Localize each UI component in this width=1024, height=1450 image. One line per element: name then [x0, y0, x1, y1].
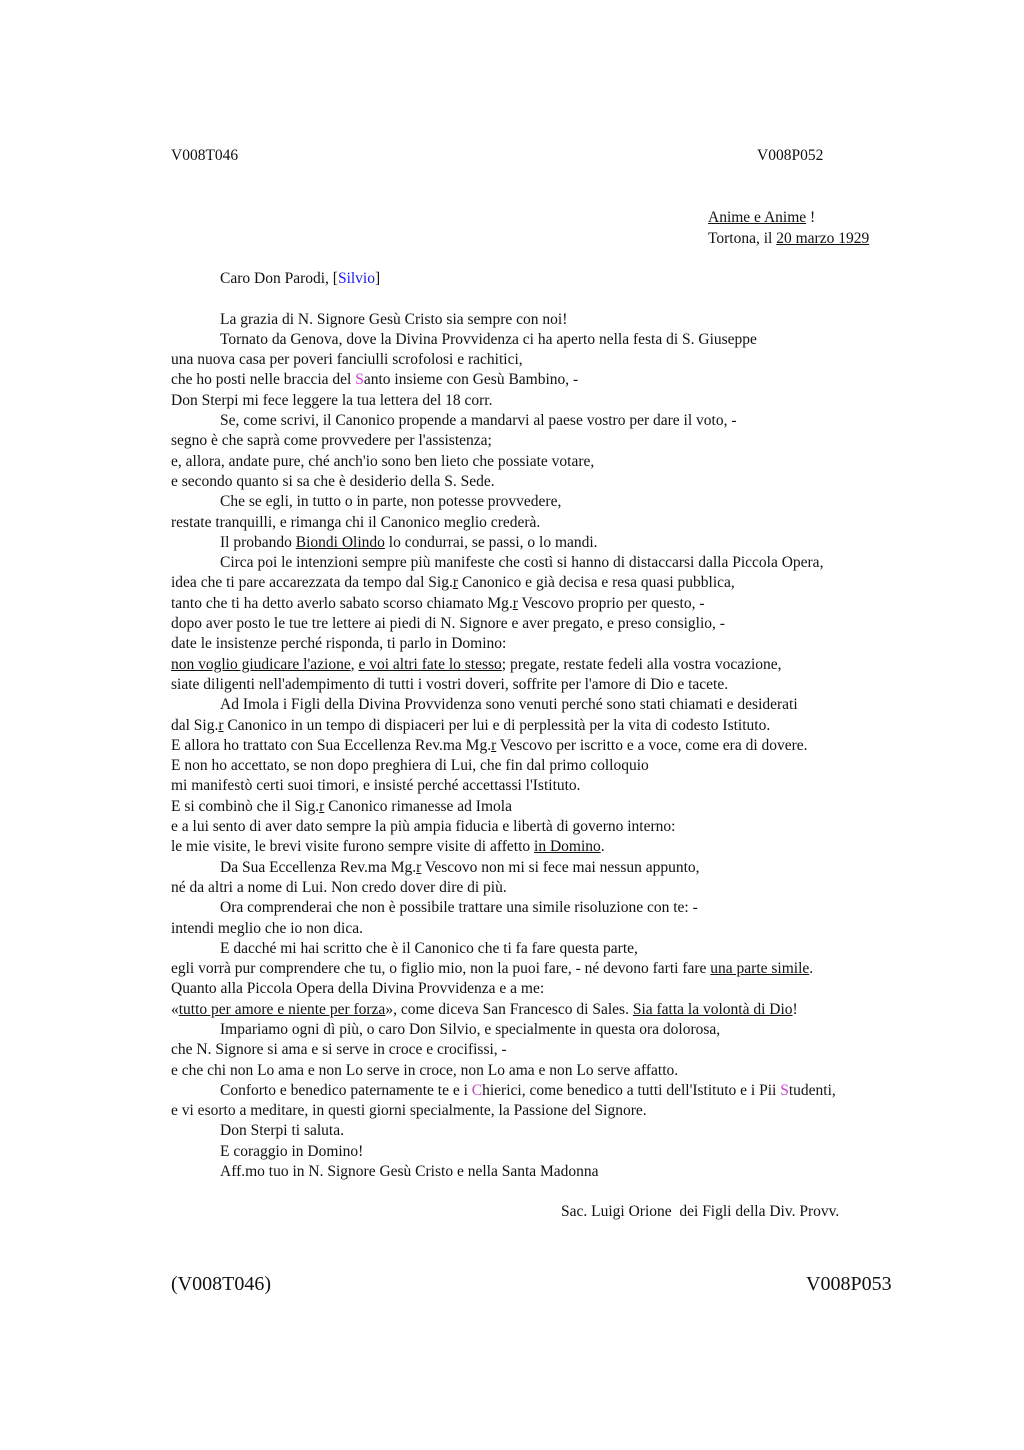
text-run: hierici, come benedico a tutti dell'Istituto e i Pii	[482, 1081, 781, 1099]
header-right-code: V008P052	[757, 147, 824, 164]
abbrev-mark: r	[452, 574, 459, 592]
text-run: dal Sig.	[171, 716, 219, 734]
body-line: Tornato da Genova, dove la Divina Provvidenza ci ha aperto nella festa di S. Giuseppe	[220, 330, 757, 348]
signature: Sac. Luigi Orione dei Figli della Div. Provv.	[561, 1203, 840, 1220]
text-run: Canonico e già decisa e resa quasi pubblica,	[458, 574, 735, 592]
motto-line	[708, 208, 869, 229]
body-line	[171, 573, 931, 593]
text-run: tanto che ti ha detto averlo sabato scorso chiamato Mg.	[171, 594, 513, 612]
body-line: Impariamo ogni dì più, o caro Don Silvio, e specialmente in questa ora dolorosa,	[220, 1020, 721, 1038]
body-line	[171, 716, 931, 736]
text-run: », come diceva San Francesco di Sales.	[385, 1000, 633, 1018]
motto-text: Anime e Anime	[708, 209, 807, 226]
text-run: lo condurrai, se passi, o lo mandi.	[384, 533, 598, 551]
colored-capital: S	[780, 1081, 789, 1099]
closing-line: Aff.mo tuo in N. Signore Gesù Cristo e nella Santa Madonna	[220, 1163, 599, 1181]
body-line: siate diligenti nell'adempimento di tutti i vostri doveri, soffrite per l'amore di Dio e tacete.	[171, 675, 729, 693]
body-line: e secondo quanto si sa che è desiderio della S. Sede.	[171, 472, 495, 490]
text-run: .	[600, 838, 605, 856]
underlined-phrase: una parte simile	[710, 960, 810, 978]
body-line: e vi esorto a meditare, in questi giorni specialmente, la Passione del Signore.	[171, 1102, 647, 1120]
footer-right-code: V008P053	[806, 1273, 892, 1295]
abbrev-mark: r	[218, 716, 224, 734]
body-line	[171, 1081, 931, 1101]
body-line	[171, 837, 931, 857]
dateline-block	[708, 208, 869, 249]
underlined-name: Biondi Olindo	[295, 533, 385, 551]
text-run: le mie visite, le brevi visite furono sempre visite di affetto	[171, 838, 535, 856]
body-line: segno è che saprà come provvedere per l'assistenza;	[171, 432, 492, 450]
body-line: E non ho accettato, se non dopo preghiera di Lui, che fin dal primo colloquio	[171, 757, 649, 775]
colored-capital: S	[355, 371, 364, 389]
salutation	[171, 269, 931, 289]
body-line: Don Sterpi ti saluta.	[220, 1122, 344, 1140]
text-run: Da Sua Eccellenza Rev.ma Mg.	[220, 858, 417, 876]
recipient-name: Silvio	[337, 270, 375, 287]
body-line: Se, come scrivi, il Canonico propende a mandarvi al paese vostro per dare il voto, -	[220, 412, 737, 430]
body-line: E dacché mi hai scritto che è il Canonico che ti fa fare questa parte,	[220, 939, 638, 957]
date-text: 20 marzo 1929	[776, 229, 870, 247]
body-line: Don Sterpi mi fece leggere la tua lettera del 18 corr.	[171, 391, 493, 409]
text-run: egli vorrà pur comprendere che tu, o figlio mio, non la puoi fare, - né devono farti fare	[171, 960, 711, 978]
underlined-phrase: e voi altri fate lo stesso	[358, 655, 502, 673]
body-line: La grazia di N. Signore Gesù Cristo sia sempre con noi!	[220, 310, 568, 328]
text-run: anto insieme con Gesù Bambino, -	[363, 371, 579, 389]
header-left-code: V008T046	[171, 147, 239, 164]
body-line	[171, 533, 931, 553]
body-line: che N. Signore si ama e si serve in croce e crocifissi, -	[171, 1041, 507, 1059]
body-line: dopo aver posto le tue tre lettere ai piedi di N. Signore e aver pregato, e preso consiglio, -	[171, 615, 725, 633]
body-line: e che chi non Lo ama e non Lo serve in croce, non Lo ama e non Lo serve affatto.	[171, 1061, 679, 1079]
body-line	[171, 858, 931, 878]
text-run: Canonico in un tempo di dispiaceri per lui e di perplessità per la vita di codesto Istituto.	[223, 716, 771, 734]
body-line: Ad Imola i Figli della Divina Provvidenza sono venuti perché sono stati chiamati e desiderati	[220, 696, 798, 714]
underlined-phrase: tutto per amore e niente per forza	[178, 1000, 386, 1018]
text-run: ; pregate, restate fedeli alla vostra vocazione,	[501, 655, 782, 673]
body-line	[171, 655, 931, 675]
text-run: E allora ho trattato con Sua Eccellenza Rev.ma Mg.	[171, 736, 492, 754]
salutation-suffix: ]	[375, 270, 381, 287]
body-line	[171, 1000, 931, 1020]
text-run: che ho posti nelle braccia del	[171, 371, 356, 389]
text-run: ,	[350, 655, 359, 673]
body-line: E coraggio in Domino!	[220, 1142, 364, 1160]
abbrev-mark: r	[491, 736, 497, 754]
body-line: Circa poi le intenzioni sempre più manifeste che costì si hanno di distaccarsi dalla Piccola Opera,	[220, 554, 824, 572]
underlined-phrase: in Domino	[534, 838, 601, 856]
body-line: mi manifestò certi suoi timori, e insisté perché accettassi l'Istituto.	[171, 777, 581, 795]
text-run: «	[171, 1000, 179, 1018]
text-run: idea che ti pare accarezzata da tempo dal Sig.	[171, 574, 453, 592]
body-line	[171, 594, 931, 614]
date-line	[708, 229, 869, 250]
body-line: intendi meglio che io non dica.	[171, 919, 363, 937]
spacer	[171, 289, 931, 309]
text-run: E si combinò che il Sig.	[171, 797, 320, 815]
body-line: Ora comprenderai che non è possibile trattare una simile risoluzione con te: -	[220, 899, 698, 917]
body-line	[171, 736, 931, 756]
body-line: Quanto alla Piccola Opera della Divina Provvidenza e a me:	[171, 980, 545, 998]
underlined-phrase: non voglio giudicare l'azione	[171, 655, 351, 673]
text-run: Conforto e benedico paternamente te e i	[220, 1081, 472, 1099]
body-line: e a lui sento di aver dato sempre la più ampia fiducia e libertà di governo interno:	[171, 818, 676, 836]
text-run: Vescovo non mi si fece mai nessun appunto,	[421, 858, 700, 876]
body-line	[171, 370, 931, 390]
body-line: una nuova casa per poveri fanciulli scrofolosi e rachitici,	[171, 351, 523, 369]
colored-capital: C	[471, 1081, 483, 1099]
body-line: date le insistenze perché risponda, ti parlo in Domino:	[171, 635, 507, 653]
text-run: Vescovo proprio per questo, -	[517, 594, 705, 612]
abbrev-mark: r	[512, 594, 518, 612]
body-line	[171, 959, 931, 979]
text-run: Il probando	[220, 533, 296, 551]
salutation-prefix: Caro Don Parodi, [	[220, 270, 338, 287]
body-line: né da altri a nome di Lui. Non credo dover dire di più.	[171, 878, 507, 896]
abbrev-mark: r	[319, 797, 325, 815]
text-run: Vescovo per iscritto e a voce, come era di dovere.	[496, 736, 808, 754]
text-run: .	[809, 960, 814, 978]
motto-mark: !	[806, 209, 816, 226]
body-line: e, allora, andate pure, ché anch'io sono ben lieto che possiate votare,	[171, 452, 595, 470]
body-line	[171, 797, 931, 817]
text-run: tudenti,	[788, 1081, 836, 1099]
letter-body	[171, 269, 931, 1182]
text-run: !	[792, 1000, 798, 1018]
underlined-phrase: Sia fatta la volontà di Dio	[632, 1000, 793, 1018]
abbrev-mark: r	[416, 858, 422, 876]
body-line: Che se egli, in tutto o in parte, non potesse provvedere,	[220, 493, 562, 511]
text-run: Canonico rimanesse ad Imola	[324, 797, 512, 815]
body-line: restate tranquilli, e rimanga chi il Canonico meglio crederà.	[171, 513, 541, 531]
footer-left-code: (V008T046)	[171, 1273, 271, 1295]
date-prefix: Tortona, il	[708, 229, 777, 247]
